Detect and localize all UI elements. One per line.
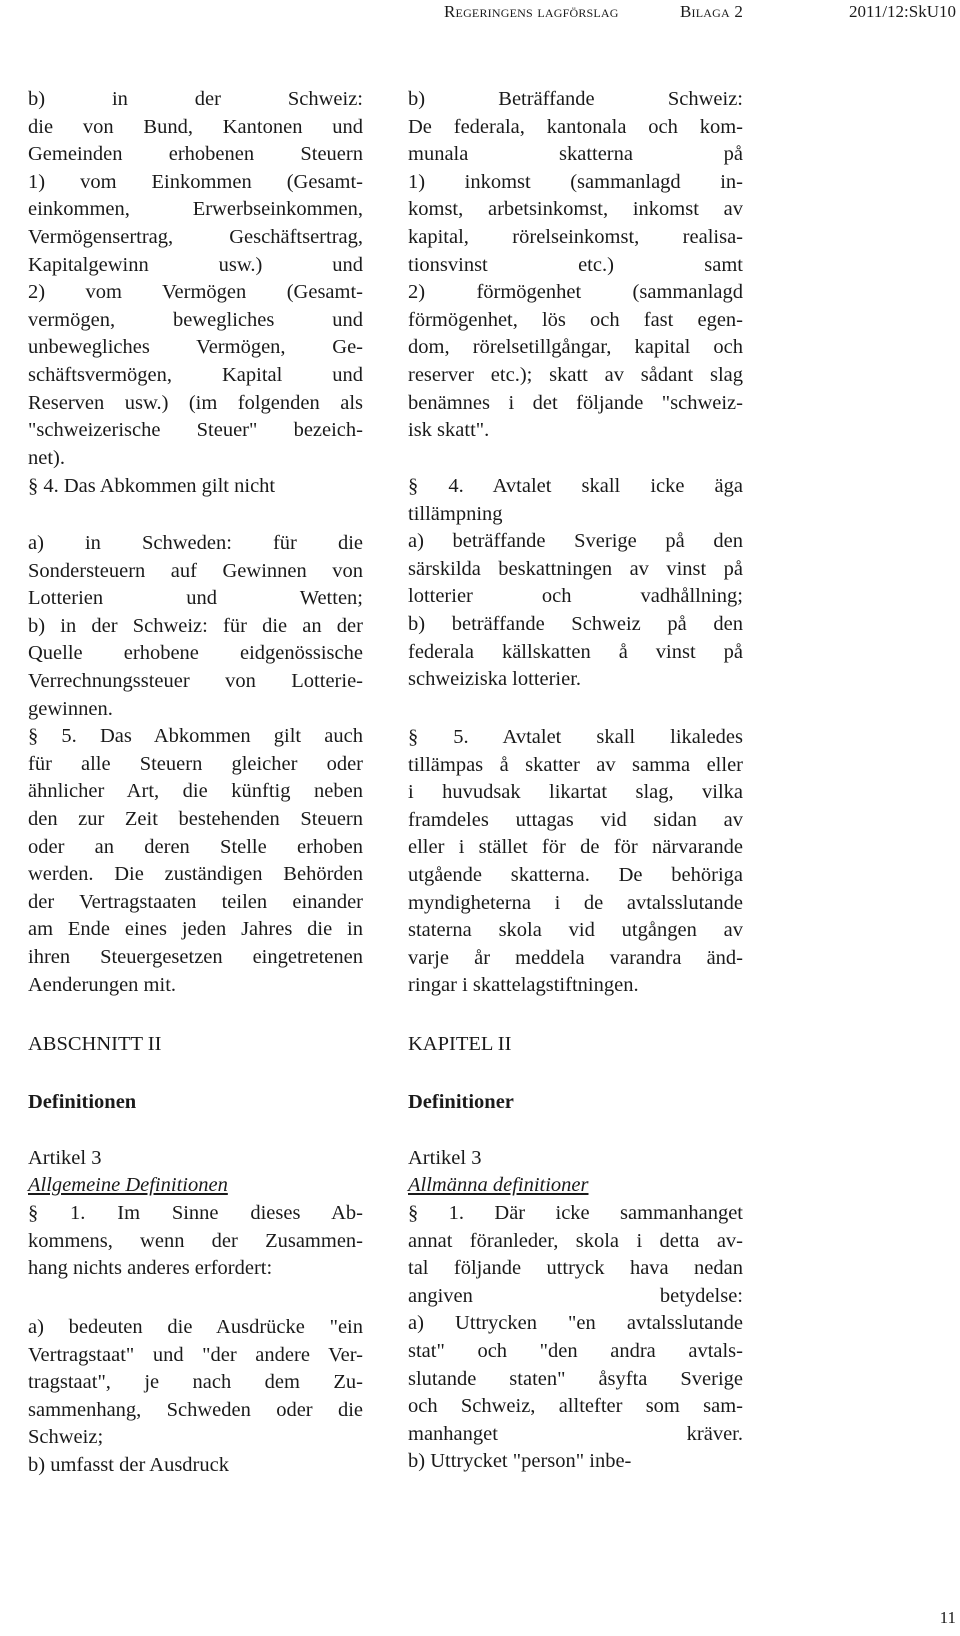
german-section-4: [28, 473, 363, 501]
text-line: werden. Die zuständigen Behörden: [28, 863, 363, 886]
text-line: tillämpas å skatter av samma eller: [408, 753, 743, 776]
text-line: § 5. Das Abkommen gilt auch: [28, 725, 363, 748]
text-line: § 5. Avtalet skall likaledes: [408, 726, 743, 748]
text-line: Sondersteuern auf Gewinnen von: [28, 559, 363, 582]
text-line: Schweiz;: [28, 1426, 104, 1449]
text-line: myndigheterna i de avtalsslutande: [408, 891, 743, 914]
german-article-number: Artikel 3: [28, 1147, 102, 1169]
text-line: "schweizerische Steuer" bezeich-: [28, 419, 363, 442]
text-line: ringar i skattelagstiftningen.: [408, 974, 639, 997]
text-line: a) beträffande Sverige på den: [408, 530, 743, 553]
swedish-section-heading: KAPITEL II: [408, 1033, 512, 1055]
text-line: b) in der Schweiz: für die an der: [28, 614, 363, 637]
text-line: reserver etc.); skatt av sådant slag: [408, 363, 743, 386]
text-line: b) in der Schweiz:: [28, 88, 363, 110]
text-line: § 4. Avtalet skall icke äga: [408, 475, 743, 497]
text-line: federala källskatten å vinst på: [408, 640, 743, 663]
text-line: 1) inkomst (sammanlagd in-: [408, 170, 743, 193]
text-line: isk skatt".: [408, 419, 490, 442]
text-line: varje år meddela varandra änd-: [408, 946, 743, 969]
text-line: angiven betydelse:: [408, 1284, 743, 1307]
text-line: 2) förmögenhet (sammanlagd: [408, 281, 743, 304]
text-line: vermögen, bewegliches und: [28, 308, 363, 331]
header-reference: 2011/12:SkU10: [848, 2, 956, 21]
german-section-heading: ABSCHNITT II: [28, 1033, 162, 1055]
text-line: 1) vom Einkommen (Gesamt-: [28, 170, 363, 193]
text-line: De federala, kantonala och kom-: [408, 115, 743, 138]
text-line: tillämpning: [408, 502, 503, 525]
text-line: framdeles uttagas vid sidan av: [408, 808, 743, 831]
text-line: oder an deren Stelle erhoben: [28, 835, 363, 858]
page-header: [0, 0, 960, 28]
text-line: annat föranleder, skola i detta av-: [408, 1229, 743, 1252]
text-line: utgående skatterna. De behöriga: [408, 863, 743, 886]
text-line: komst, arbetsinkomst, inkomst av: [408, 198, 743, 221]
text-line: schweiziska lotterier.: [408, 668, 582, 691]
text-line: munala skatterna på: [408, 143, 743, 166]
text-line: staterna skola vid utgången av: [408, 919, 743, 942]
text-line: lotterier och vadhållning;: [408, 585, 743, 608]
text-line: Lotterien und Wetten;: [28, 587, 363, 610]
swedish-article-title: Allmänna definitioner: [408, 1174, 589, 1196]
text-line: kommens, wenn der Zusammen-: [28, 1229, 363, 1252]
text-line: ihren Steuergesetzen eingetretenen: [28, 945, 363, 968]
text-line: eller i stället för de för närvarande: [408, 836, 743, 859]
text-line: Quelle erhobene eidgenössische: [28, 642, 363, 665]
german-section-title: Definitionen: [28, 1091, 137, 1113]
text-line: net).: [28, 446, 65, 469]
text-line: § 1. Im Sinne dieses Ab-: [28, 1202, 363, 1224]
text-line: tragstaat", je nach dem Zu-: [28, 1371, 363, 1394]
text-line: unbewegliches Vermögen, Ge-: [28, 336, 363, 359]
header-appendix: Bilaga 2: [680, 2, 744, 21]
header-document-type: Regeringens lagförslag: [444, 2, 619, 21]
text-line: der Vertragstaaten teilen einander: [28, 890, 363, 913]
text-line: benämnes i det följande "schweiz-: [408, 391, 743, 414]
swedish-paragraph: [408, 1200, 743, 1476]
text-line: tionsvinst etc.) samt: [408, 253, 743, 276]
text-line: Reserven usw.) (im folgenden als: [28, 391, 363, 414]
text-line: Kapitalgewinn usw.) und: [28, 253, 363, 276]
swedish-paragraph: [408, 473, 743, 694]
text-line: manhanget kräver.: [408, 1422, 743, 1445]
text-line: b) beträffande Schweiz på den: [408, 612, 743, 635]
swedish-paragraph: [408, 724, 743, 1000]
text-line: a) Uttrycken "en avtalsslutande: [408, 1312, 743, 1335]
german-article-title: Allgemeine Definitionen: [28, 1174, 228, 1196]
text-line: gewinnen.: [28, 697, 113, 720]
german-paragraph: [28, 1314, 363, 1480]
text-line: ähnlicher Art, die künftig neben: [28, 780, 363, 803]
swedish-paragraph: [408, 86, 743, 445]
swedish-section-title: Definitioner: [408, 1091, 514, 1113]
german-paragraph: [28, 1200, 363, 1283]
text-line: förmögenhet, lös och fast egen-: [408, 308, 743, 331]
page-number: 11: [939, 1608, 956, 1627]
text-line: b) umfasst der Ausdruck: [28, 1453, 229, 1476]
text-line: hang nichts anderes erfordert:: [28, 1257, 273, 1280]
text-line: Vermögensertrag, Geschäftsertrag,: [28, 225, 363, 248]
text-line: sammenhang, Schweden oder die: [28, 1398, 363, 1421]
text-line: a) bedeuten die Ausdrücke "ein: [28, 1316, 363, 1338]
text-line: särskilda beskattningen av vinst på: [408, 557, 743, 580]
text-line: für alle Steuern gleicher oder: [28, 752, 363, 775]
text-line: kapital, rörelseinkomst, realisa-: [408, 225, 743, 248]
text-line: schäftsvermögen, Kapital und: [28, 363, 363, 386]
text-line: slutande staten" åsyfta Sverige: [408, 1367, 743, 1390]
text-line: Gemeinden erhobenen Steuern: [28, 143, 363, 166]
text-line: 2) vom Vermögen (Gesamt-: [28, 281, 363, 304]
text-line: a) in Schweden: für die: [28, 532, 363, 554]
text-line: einkommen, Erwerbseinkommen,: [28, 198, 363, 221]
german-paragraph: [28, 530, 363, 999]
text-line: och Schweiz, alltefter som sam-: [408, 1395, 743, 1418]
text-line: die von Bund, Kantonen und: [28, 115, 363, 138]
text-line: b) Beträffande Schweiz:: [408, 88, 743, 110]
text-line: § 4. Das Abkommen gilt nicht: [28, 475, 276, 497]
text-line: Aenderungen mit.: [28, 973, 177, 996]
text-line: stat" och "den andra avtals-: [408, 1339, 743, 1362]
text-line: i huvudsak likartat slag, vilka: [408, 781, 743, 804]
text-line: am Ende eines jeden Jahres die in: [28, 918, 363, 941]
text-line: b) Uttrycket "person" inbe-: [408, 1450, 632, 1473]
swedish-article-number: Artikel 3: [408, 1147, 482, 1169]
german-paragraph: [28, 86, 363, 472]
text-line: § 1. Där icke sammanhanget: [408, 1202, 743, 1224]
text-line: tal följande uttryck hava nedan: [408, 1257, 743, 1280]
text-line: dom, rörelsetillgångar, kapital och: [408, 336, 743, 359]
text-line: Verrechnungssteuer von Lotterie-: [28, 669, 363, 692]
text-line: den zur Zeit bestehenden Steuern: [28, 807, 363, 830]
text-line: Vertragstaat" und "der andere Ver-: [28, 1343, 363, 1366]
